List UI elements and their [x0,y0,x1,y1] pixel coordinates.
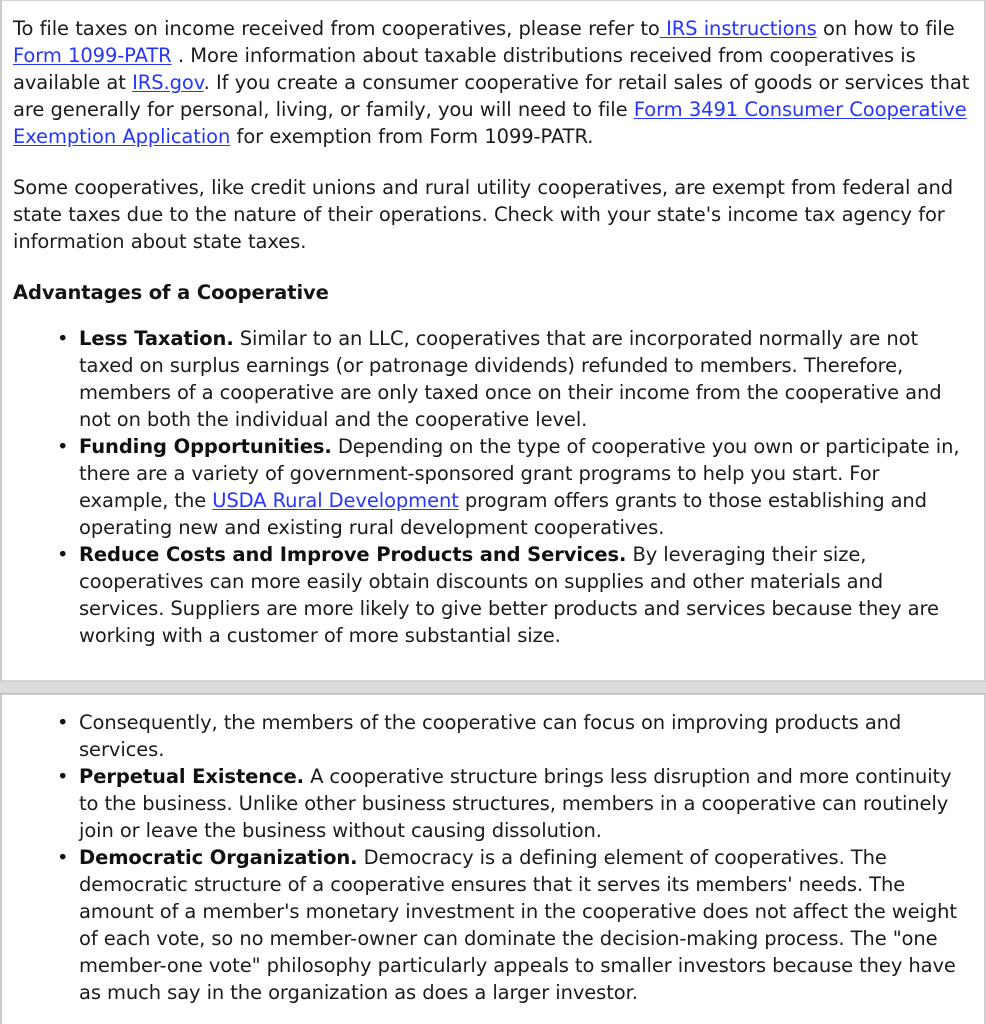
paragraph-tax-filing-segment-4: . If you create a consumer cooperative for retail sales of goods or services that are generally for personal, living, or family, you will need to file [13,71,970,121]
page-break-separator [0,681,986,694]
usda-rural-development-link[interactable]: USDA Rural Development [212,489,459,512]
page-bottom-content [2,695,984,1006]
document-page-bottom [0,694,986,1024]
list-item-reduce-costs-body: By leveraging their size, cooperatives can more easily obtain discounts on supplies and other materials and services. Suppliers are more likely to give better products and services because they are working with a customer of more substantial size. [79,543,939,647]
list-item-democratic-organization-body: Democracy is a defining element of cooperatives. The democratic structure of a cooperative ensures that it serves its members' needs. The amount of a member's monetary investment in the cooperative does not affect the weight of each vote, so no member-owner can dominate the decision-making process. The "one member-one vote" philosophy particularly appeals to smaller investors because they have as much say in the organization as does a larger investor. [79,846,957,1004]
list-item-funding-opportunities-body-1: Depending on the type of cooperative you own or participate in, there are a variety of government-sponsored grant programs to help you start. For example, the [79,435,960,512]
bottom-page-spacer [13,695,970,709]
list-item-funding-opportunities-lead: Funding Opportunities. [79,435,332,458]
form-3491-exemption-link[interactable]: Form 3491 Consumer Cooperative Exemption Application [13,98,967,148]
advantages-list-top [13,325,970,649]
list-item-less-taxation-lead: Less Taxation. [79,327,234,350]
list-item-perpetual-existence-lead: Perpetual Existence. [79,765,304,788]
list-item-funding-opportunities [13,433,970,541]
irs-gov-link[interactable]: IRS.gov [132,71,204,94]
list-item-less-taxation [13,325,970,433]
advantages-list-bottom [13,709,970,1006]
page-top-content [2,1,984,649]
top-spacer [13,1,970,15]
list-item-perpetual-existence-body: A cooperative structure brings less disruption and more continuity to the business. Unlike other business structures, members in a cooperative can routinely join or leave the business without causing dissolution. [79,765,952,842]
irs-instructions-link[interactable]: IRS instructions [659,17,817,40]
list-item-less-taxation-body: Similar to an LLC, cooperatives that are incorporated normally are not taxed on surplus earnings (or patronage dividends) refunded to members. Therefore, members of a cooperative are only taxed once on their income from the cooperative and not on both the individual and the cooperative level. [79,327,942,431]
paragraph-tax-filing-segment-3: . More information about taxable distributions received from cooperatives is available at [13,44,916,94]
list-item-perpetual-existence [13,763,970,844]
paragraph-tax-filing-segment-2: on how to file [816,17,955,40]
list-item-democratic-organization [13,844,970,1006]
form-1099-patr-link[interactable]: Form 1099-PATR [13,44,172,67]
paragraph-exempt-cooperatives: Some cooperatives, like credit unions and rural utility cooperatives, are exempt from federal and state taxes due to the nature of their operations. Check with your state's income tax agency for information about state taxes. [13,176,954,253]
list-item-funding-opportunities-body-2: program offers grants to those establishing and operating new and existing rural development cooperatives. [79,489,927,539]
list-item-reduce-costs-continuation: • Consequently, the members of the cooperative can focus on improving products and services. [13,709,970,763]
paragraph-tax-filing-segment-1: To file taxes on income received from cooperatives, please refer to [13,17,660,40]
paragraph-tax-filing [13,15,970,150]
list-item-reduce-costs-lead: Reduce Costs and Improve Products and Services. [79,543,627,566]
list-item-reduce-costs [13,541,970,649]
paragraph-tax-filing-segment-5: for exemption from Form 1099-PATR. [230,125,594,148]
list-item-democratic-organization-lead: Democratic Organization. [79,846,358,869]
section-heading-advantages: Advantages of a Cooperative [13,281,329,304]
